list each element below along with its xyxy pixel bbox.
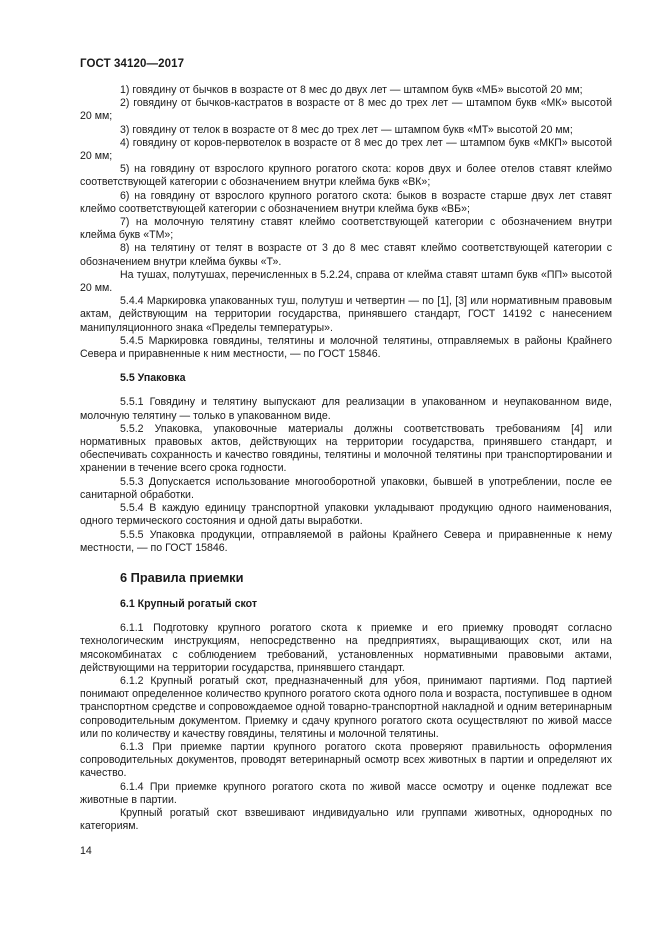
paragraph: 5.5.1 Говядину и телятину выпускают для реализации в упакованном и неупакованном виде, молочную телятину — только в упакованном виде. — [80, 396, 612, 422]
subsection-heading-6-1: 6.1 Крупный рогатый скот — [120, 597, 258, 610]
list-item: 5) на говядину от взрослого крупного рогатого скота: коров двух и более отелов ставят клеймо соответствующей категории с обозначением внутри клейма букв «ВК»; — [80, 163, 612, 189]
list-item: 7) на молочную телятину ставят клеймо соответствующей категории с обозначением внутри клейма букв «ТМ»; — [80, 216, 612, 242]
section-heading-6: 6 Правила приемки — [120, 569, 244, 585]
list-item: 3) говядину от телок в возрасте от 8 мес до трех лет — штампом букв «МТ» высотой 20 мм; — [120, 123, 573, 136]
paragraph: 5.5.2 Упаковка, упаковочные материалы должны соответствовать требованиям [4] или нормативных правовых актов, действующих на территории государства, принявшего стандарт, и обеспечивать сохранность и качество говядины, телятины и молочной телятины при транспортировании и хранении в течение всего срока годности. — [80, 422, 612, 475]
page-number: 14 — [80, 845, 92, 857]
paragraph: 5.5.4 В каждую единицу транспортной упаковки укладывают продукцию одного наименования, одного термического состояния и одной даты выработки. — [80, 502, 612, 528]
paragraph: 5.5.3 Допускается использование многооборотной упаковки, бывшей в употреблении, после ее санитарной обработки. — [80, 475, 612, 501]
paragraph: Крупный рогатый скот взвешивают индивидуально или группами животных, однородных по категориям. — [80, 806, 612, 833]
standard-header: ГОСТ 34120—2017 — [80, 58, 185, 70]
paragraph: 5.5.5 Упаковка продукции, отправляемой в районы Крайнего Севера и приравненные к нему местности, — по ГОСТ 15846. — [80, 528, 612, 554]
paragraph: 6.1.3 При приемке партии крупного рогатого скота проверяют правильность оформления сопроводительных документов, проводят ветеринарный осмотр всех животных в партии и определяют их качество. — [80, 740, 612, 780]
list-item: 8) на телятину от телят в возрасте от 3 до 8 мес ставят клеймо соответствующей категории с обозначением внутри клейма буквы «Т». — [80, 242, 612, 268]
paragraph: 6.1.4 При приемке крупного рогатого скота по живой массе осмотру и оценке подлежат все животные в партии. — [80, 780, 612, 806]
section-heading-5-5: 5.5 Упаковка — [120, 372, 186, 385]
list-item: 2) говядину от бычков-кастратов в возрасте от 8 мес до трех лет — штампом букв «МК» высотой 20 мм; — [80, 97, 612, 123]
paragraph: На тушах, полутушах, перечисленных в 5.2.24, справа от клейма ставят штамп букв «ПП» высотой 20 мм. — [80, 268, 612, 295]
paragraph: 5.4.4 Маркировка упакованных туш, полутуш и четвертин — по [1], [3] или нормативным правовым актам, действующим на территории государства, принявшего стандарт, ГОСТ 14192 с нанесением манипуляционного знака «Пределы температуры». — [80, 295, 612, 334]
page-content — [80, 84, 612, 833]
list-item: 6) на говядину от взрослого крупного рогатого скота: быков в возрасте старше двух лет ставят клеймо соответствующей категории с обозначением внутри клейма букв «ВБ»; — [80, 189, 612, 215]
paragraph: 5.4.5 Маркировка говядины, телятины и молочной телятины, отправляемых в районы Крайнего Севера и приравненные к ним местности, — по ГОСТ 15846. — [80, 334, 612, 361]
list-item: 1) говядину от бычков в возрасте от 8 мес до двух лет — штампом букв «МБ» высотой 20 мм; — [120, 84, 583, 96]
paragraph: 6.1.2 Крупный рогатый скот, предназначенный для убоя, принимают партиями. Под партией понимают определенное количество крупного рогатого скота одного пола и возраста, поступившее в одном транспортном средстве и сопровождаемое одной товарно-транспортной накладной и одним ветеринарным сопроводительным документом. Приемку и сдачу крупного рогатого скота осуществляют по живой массе или по количеству и качеству говядины, телятины и молочной телятины. — [80, 674, 612, 740]
list-item: 4) говядину от коров-первотелок в возрасте от 8 мес до трех лет — штампом букв «МКП» высотой 20 мм; — [80, 136, 612, 163]
paragraph: 6.1.1 Подготовку крупного рогатого скота к приемке и его приемку проводят согласно технологическим инструкциям, непосредственно на предприятиях, выращивающих скот, или на мясокомбинатах с соблюдением требований, установленных нормативными правовыми актами, действующими на территории государства, принявшего стандарт. — [80, 622, 612, 674]
